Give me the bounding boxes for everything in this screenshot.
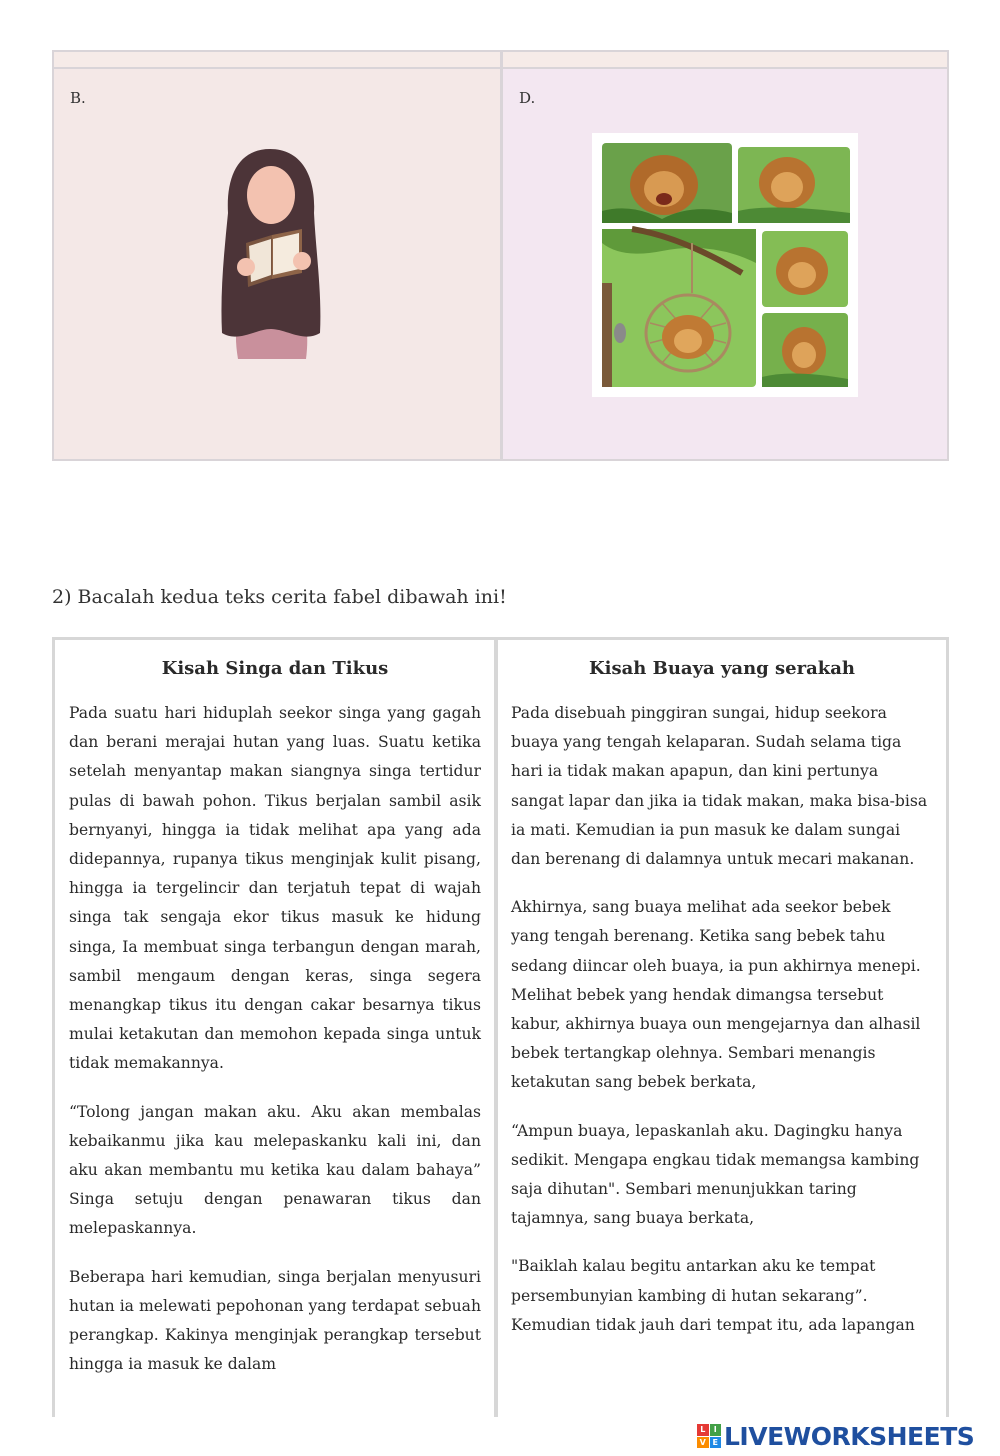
liveworksheets-logo[interactable] [697, 1420, 974, 1452]
story-paragraph: Pada disebuah pinggiran sungai, hidup seekora buaya yang tengah kelaparan. Sudah selama tiga hari ia tidak makan apapun, dan kini pertunya sangat lapar dan jika ia tidak makan, maka bisa-bisa ia mati. Kemudian ia pun masuk ke dalam sungai dan berenang di dalamnya untuk mecari makanan. [511, 704, 928, 869]
liveworksheets-logo-text: LIVEWORKSHEETS [724, 1421, 975, 1451]
story-paragraph: Akhirnya, sang buaya melihat ada seekor bebek yang tengah berenang. Ketika sang bebek tahu sedang diincar oleh buaya, ia pun akhirnya menepi. Melihat bebek yang hendak dimangsa tersebut kabur, akhirnya buaya oun mengejarnya dan alhasil bebek tertangkap olehnya. Sembari menangis ketakutan sang bebek berkata, [511, 898, 921, 1092]
story-paragraph: “Tolong jangan makan aku. Aku akan membalas kebaikanmu jika kau melepaskanku kali ini, dan aku akan membantu mu ketika kau dalam bahaya” Singa setuju dengan penawaran tikus dan melepaskannya. [69, 1102, 481, 1238]
story-title: Kisah Buaya yang serakah [588, 658, 855, 679]
lion-mouse-comic-image [592, 133, 858, 397]
liveworksheets-logo-icon [697, 1424, 721, 1448]
logo-mark-letter: E [710, 1437, 722, 1449]
story-paragraph: "Baiklah kalau begitu antarkan aku ke tempat persembunyian kambing di hutan sekarang”. Kemudian tidak jauh dari tempat itu, ada lapangan [511, 1257, 915, 1334]
story-paragraph: Pada suatu hari hiduplah seekor singa yang gagah dan berani merajai hutan yang luas. Suatu ketika setelah menyantap makan siangnya singa tertidur pulas di bawah pohon. Tikus berjalan sambil asik bernyanyi, hingga ia tidak melihat apa yang ada didepannya, rupanya tikus menginjak kulit pisang, hingga ia tergelincir dan terjatuh tepat di wajah singa tak sengaja ekor tikus masuk ke hidung singa, Ia membuat singa terbangun dengan marah, sambil mengaum dengan keras, singa segera menangkap tikus itu dengan cakar besarnya tikus mulai ketakutan dan memohon kepada singa untuk tidak memakannya. [69, 704, 481, 1073]
option-d-label: D. [519, 89, 536, 107]
logo-mark-letter: V [697, 1437, 709, 1449]
story-paragraph: Beberapa hari kemudian, singa berjalan menyusuri hutan ia melewati pepohonan yang terdapat sebuah perangkap. Kakinya menginjak perangkap tersebut hingga ia masuk ke dalam [69, 1267, 481, 1374]
option-row-top-left [54, 52, 501, 68]
logo-mark-letter: I [710, 1424, 722, 1436]
story-column-right [511, 640, 933, 1359]
stories-table [52, 637, 949, 1417]
option-row-top-right [503, 52, 947, 68]
stories-column-divider [494, 640, 498, 1417]
girl-reading-image [216, 143, 326, 359]
logo-mark-letter: L [697, 1424, 709, 1436]
story-title: Kisah Singa dan Tikus [161, 658, 389, 679]
options-table [52, 50, 949, 461]
option-b-cell[interactable] [54, 69, 500, 459]
option-d-cell[interactable] [503, 69, 947, 459]
story-paragraph: “Ampun buaya, lepaskanlah aku. Dagingku hanya sedikit. Mengapa engkau tidak memangsa kambing saja dihutan". Sembari menunjukkan taring tajamnya, sang buaya berkata, [511, 1121, 920, 1228]
story-column-left [69, 640, 481, 1398]
option-b-label: B. [70, 89, 86, 107]
question-2-heading: 2) Bacalah kedua teks cerita fabel dibawah ini! [52, 586, 507, 608]
